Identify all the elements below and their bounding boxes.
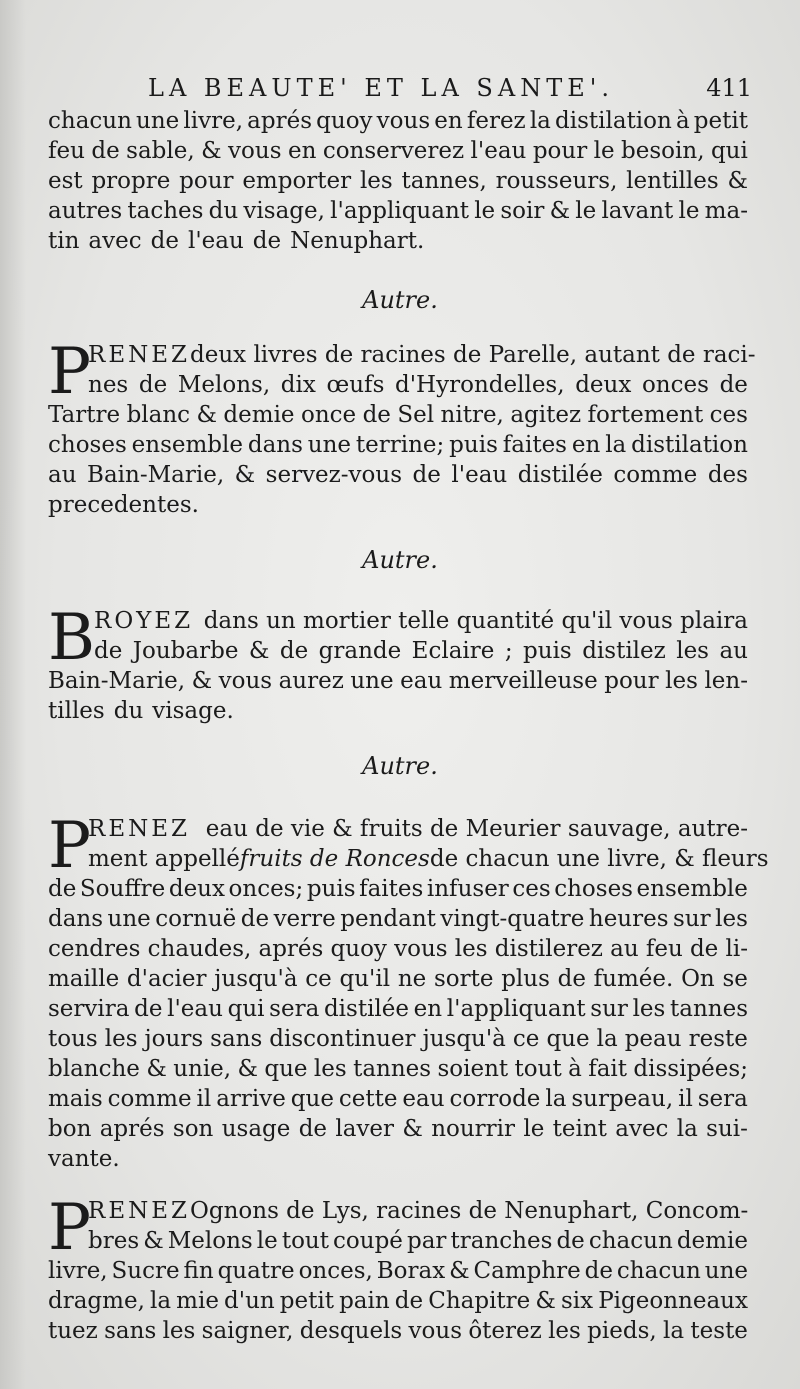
text-line: dans un mortier telle quantité qu'il vous plaira	[203, 608, 748, 634]
paragraph-continued	[48, 106, 748, 256]
paragraph	[48, 874, 748, 1174]
italic-term: fruits de Ronces	[239, 846, 430, 872]
text-line: autres taches du visage, l'appliquant le soir & le lavant le ma-	[48, 198, 748, 224]
paragraph-first-line	[88, 814, 748, 844]
text-segment: ment appellé	[88, 846, 240, 872]
text-segment: de chacun une livre, & fleurs	[429, 846, 769, 872]
text-line: deux livres de racines de Parelle, autant de raci-	[190, 342, 756, 368]
text-line: Tartre blanc & demie once de Sel nitre, agitez fortement ces	[48, 402, 748, 428]
text-line: tin avec de l'eau de Nenuphart.	[48, 228, 425, 254]
text-line: bon aprés son usage de laver & nourrir le teint avec la sui-	[48, 1116, 748, 1142]
text-line: livre, Sucre fin quatre onces, Borax & Camphre de chacun une	[48, 1258, 748, 1284]
text-line: nes de Melons, dix œufs d'Hyrondelles, deux onces de	[88, 372, 748, 398]
text-line: precedentes.	[48, 492, 199, 518]
drop-cap: B	[48, 601, 96, 675]
page-gutter-shadow	[0, 0, 26, 1389]
text-line: dragme, la mie d'un petit pain de Chapitre & six Pigeonneaux	[48, 1288, 748, 1314]
text-line: est propre pour emporter les tannes, rousseurs, lentilles &	[48, 168, 748, 194]
paragraph	[88, 1226, 748, 1256]
drop-cap: P	[48, 1191, 92, 1265]
text-line: tilles du visage.	[48, 698, 234, 724]
text-line: de Joubarbe & de grande Eclaire ; puis distilez les au	[94, 638, 748, 664]
text-line: de Souffre deux onces; puis faites infuser ces choses ensemble	[48, 876, 748, 902]
section-heading: Autre.	[362, 286, 438, 314]
text-line: chacun une livre, aprés quoy vous en ferez la distilation à petit	[48, 108, 748, 134]
text-line: bres & Melons le tout coupé par tranches de chacun demie	[88, 1228, 748, 1254]
paragraph	[48, 666, 748, 726]
page-number: 411	[706, 74, 752, 102]
text-line: blanche & unie, & que les tannes soient tout à fait dissipées;	[48, 1056, 748, 1082]
text-line	[88, 844, 769, 874]
paragraph-first-line	[88, 1196, 748, 1226]
running-title: LA BEAUTE' ET LA SANTE'.	[148, 74, 614, 102]
paragraph-first-line	[94, 606, 748, 636]
text-line: tous les jours sans discontinuer jusqu'à ce que la peau reste	[48, 1026, 748, 1052]
text-line: mais comme il arrive que cette eau corrode la surpeau, il sera	[48, 1086, 748, 1112]
drop-cap: P	[48, 809, 92, 883]
text-line: Bain-Marie, & vous aurez une eau merveilleuse pour les len-	[48, 668, 748, 694]
lead-word: RENEZ	[88, 342, 191, 368]
text-line: dans une cornuë de verre pendant vingt-quatre heures sur les	[48, 906, 748, 932]
section-heading: Autre.	[362, 546, 438, 574]
running-head	[48, 74, 752, 108]
paragraph	[88, 370, 748, 400]
lead-word: RENEZ	[88, 1198, 191, 1224]
paragraph	[48, 1256, 748, 1346]
text-line: choses ensemble dans une terrine; puis faites en la distilation	[48, 432, 748, 458]
text-line: vante.	[48, 1146, 120, 1172]
text-line: tuez sans les saigner, desquels vous ôterez les pieds, la teste	[48, 1318, 748, 1344]
text-line: Ognons de Lys, racines de Nenuphart, Concom-	[190, 1198, 749, 1224]
paragraph	[94, 636, 748, 666]
paragraph-first-line	[88, 340, 756, 370]
paragraph	[48, 400, 748, 520]
text-line: eau de vie & fruits de Meurier sauvage, autre-	[205, 816, 748, 842]
text-line: au Bain-Marie, & servez-vous de l'eau distilée comme des	[48, 462, 748, 488]
paragraph	[88, 844, 769, 874]
text-line: servira de l'eau qui sera distilée en l'appliquant sur les tannes	[48, 996, 748, 1022]
lead-word: ROYEZ	[94, 608, 194, 634]
section-heading: Autre.	[362, 752, 438, 780]
text-line: feu de sable, & vous en conserverez l'eau pour le besoin, qui	[48, 138, 748, 164]
text-line: maille d'acier jusqu'à ce qu'il ne sorte plus de fumée. On se	[48, 966, 748, 992]
drop-cap: P	[48, 335, 92, 409]
text-line: cendres chaudes, aprés quoy vous les distilerez au feu de li-	[48, 936, 748, 962]
lead-word: RENEZ	[88, 816, 191, 842]
